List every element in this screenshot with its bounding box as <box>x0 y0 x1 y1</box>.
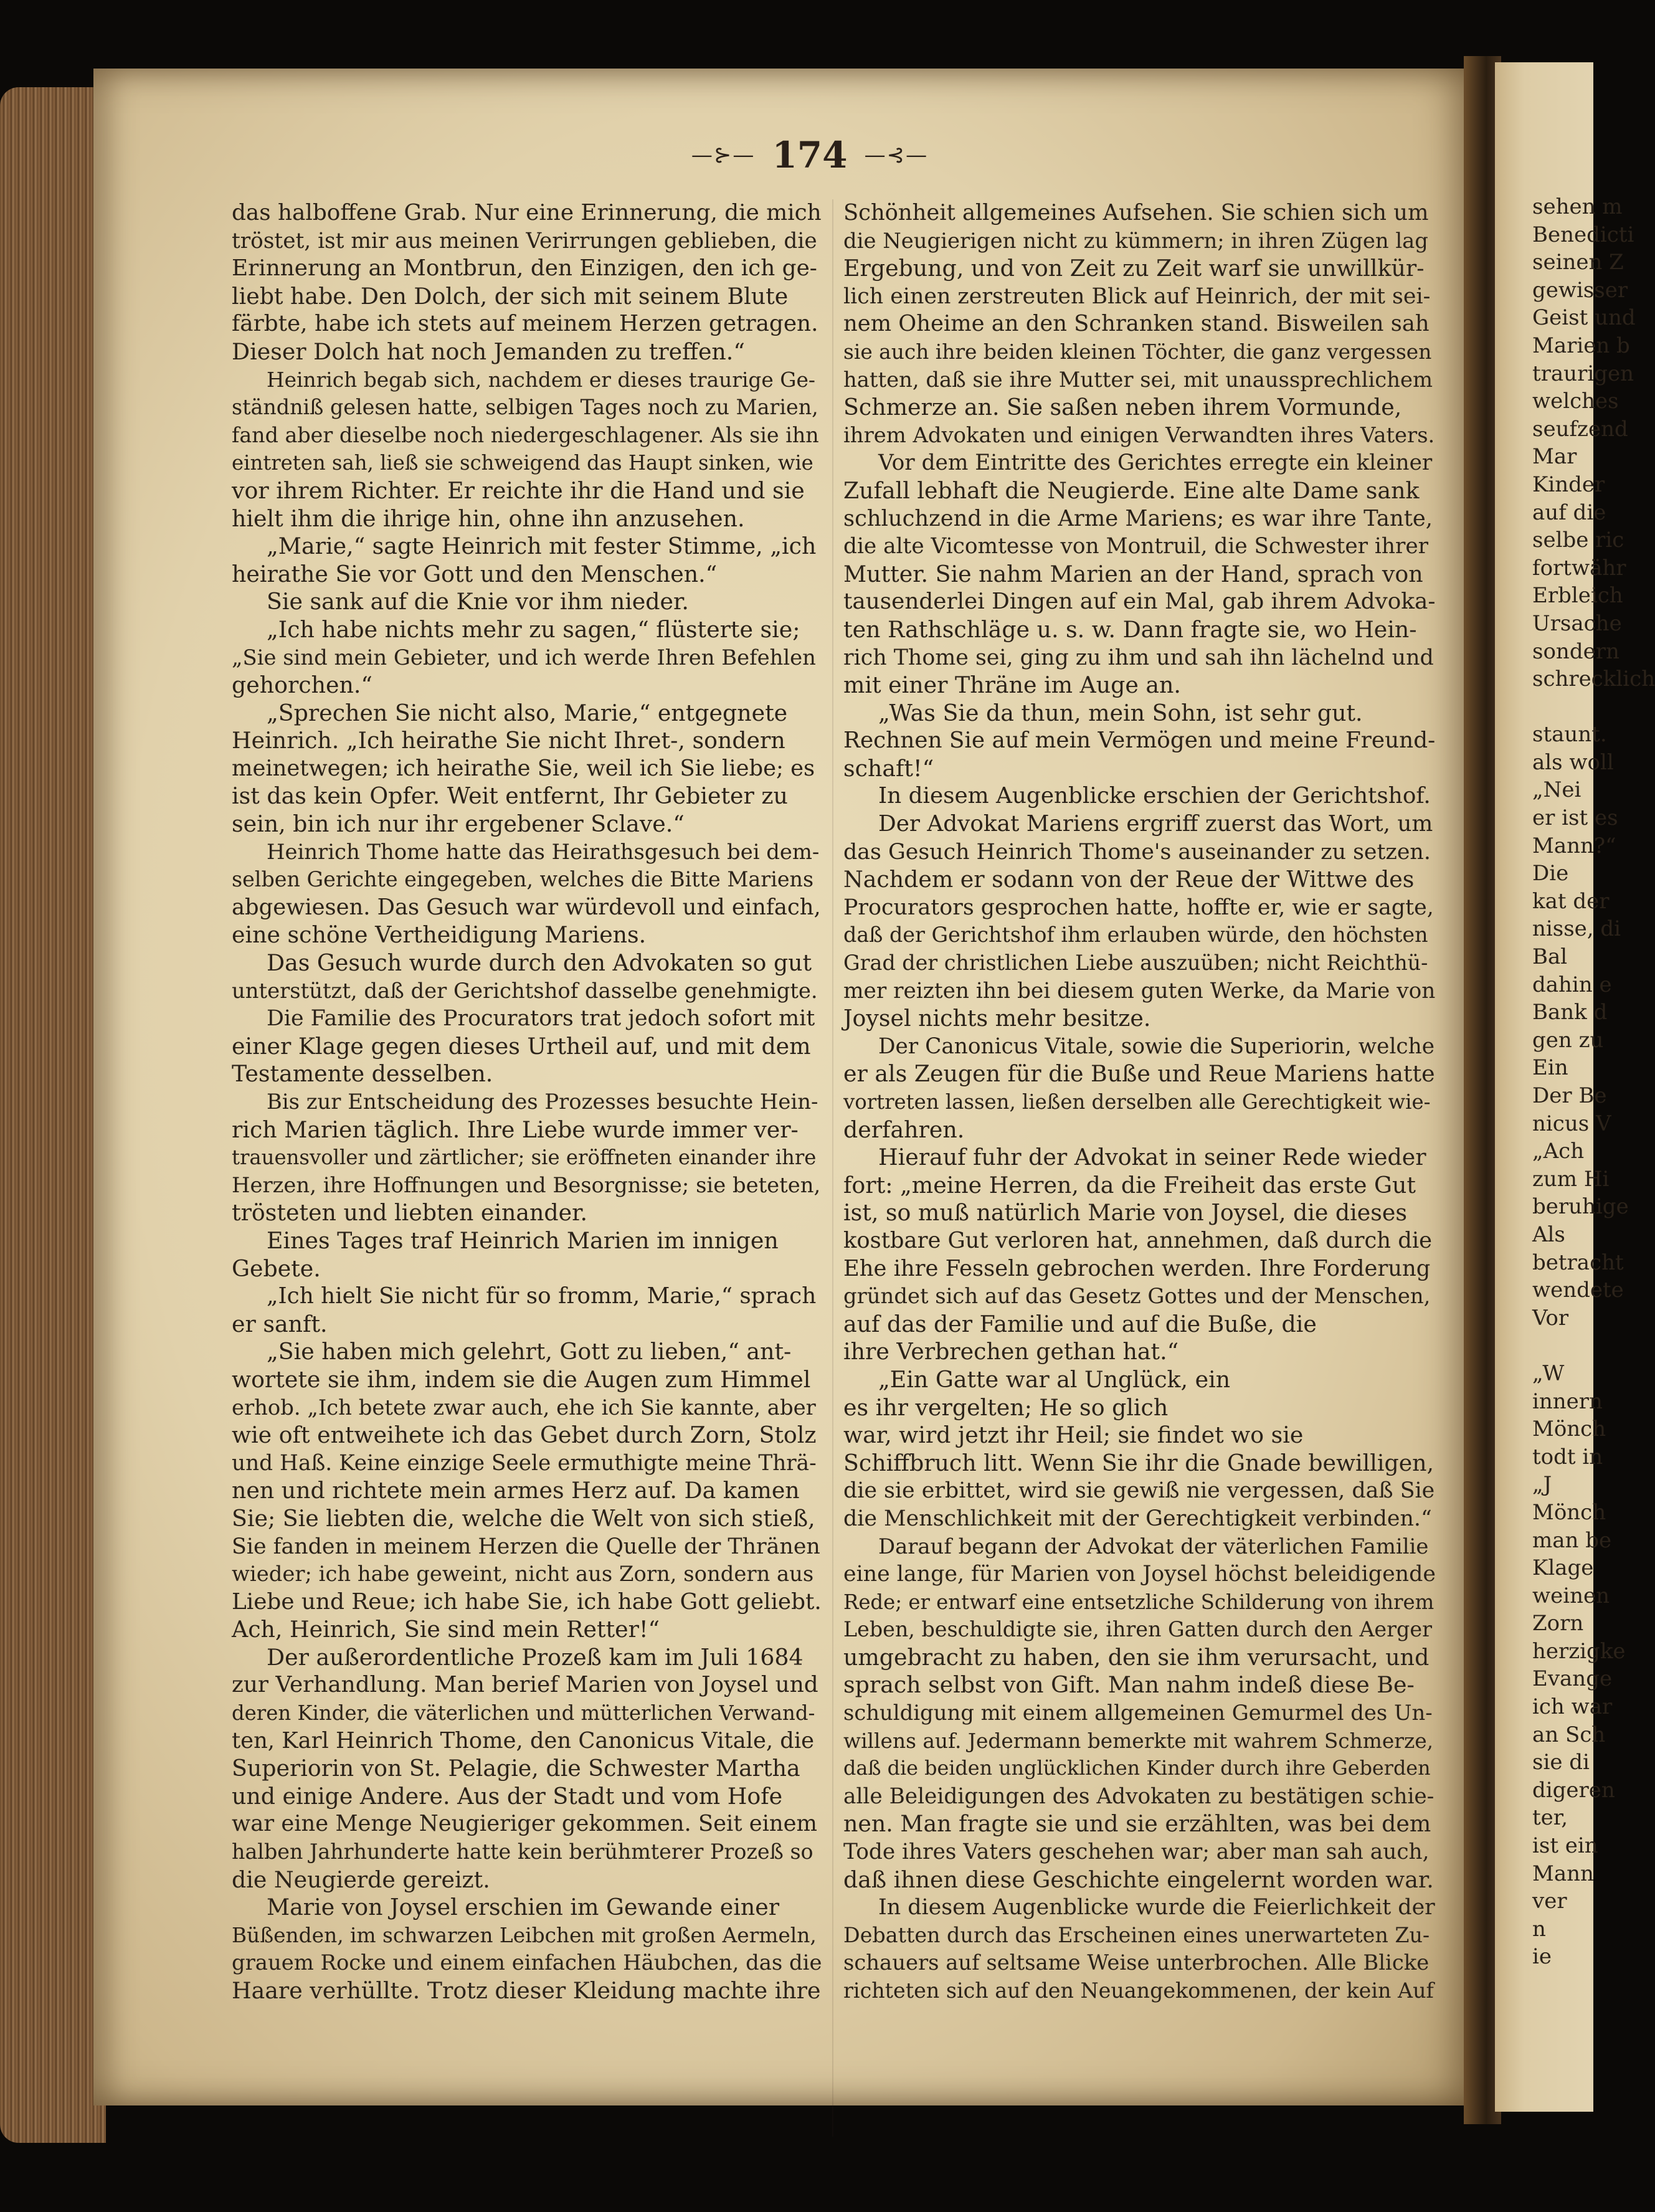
text-line: Schiffbruch litt. Wenn Sie ihr die Gnade bewilligen, <box>843 1449 1434 1476</box>
text-line: „Was Sie da thun, mein Sohn, ist sehr gut. <box>878 699 1363 726</box>
text-line: liebt habe. Den Dolch, der sich mit seinem Blute <box>232 282 789 310</box>
next-page-fragment: dahin e <box>1532 972 1612 997</box>
next-page-fragment: schrecklich <box>1532 667 1655 692</box>
next-page-fragment: Zorn <box>1532 1611 1584 1636</box>
text-line: Hierauf fuhr der Advokat in seiner Rede wieder <box>878 1144 1426 1171</box>
text-line: die Neugierde gereizt. <box>232 1866 490 1893</box>
next-page-fragment: Klage <box>1532 1555 1594 1581</box>
text-line: „Sie haben mich gelehrt, Gott zu lieben,“ ant- <box>267 1338 792 1365</box>
header-ornament-right: —⊰— <box>864 143 929 168</box>
text-line: vor ihrem Richter. Er reichte ihr die Hand und sie <box>232 477 805 504</box>
text-line: zur Verhandlung. Man berief Marien von Joysel und <box>232 1672 818 1698</box>
text-line: tröstet, ist mir aus meinen Verirrungen geblieben, die <box>232 228 817 254</box>
next-page-fragment: n <box>1532 1916 1546 1942</box>
text-line: ten Rathschläge u. s. w. Dann fragte sie, wo Hein- <box>843 615 1417 643</box>
next-page-fragment <box>1532 1332 1655 1360</box>
text-line: sie auch ihre beiden kleinen Töchter, die ganz vergessen <box>843 339 1432 364</box>
next-page-fragment: Evange <box>1532 1666 1613 1692</box>
text-line: Darauf begann der Advokat der väterlichen Familie <box>878 1534 1429 1559</box>
text-line: Zufall lebhaft die Neugierde. Eine alte Dame sank <box>843 477 1420 504</box>
text-line: die Menschlichkeit mit der Gerechtigkeit verbinden.“ <box>843 1506 1432 1531</box>
text-line: gründet sich auf das Gesetz Gottes und der Menschen, <box>843 1284 1431 1309</box>
next-page-fragment: „Ach <box>1532 1139 1585 1164</box>
next-page-fragment: Der Be <box>1532 1083 1607 1108</box>
text-line: ist das kein Opfer. Weit entfernt, Ihr Gebieter zu <box>232 782 788 810</box>
text-line: schuldigung mit einem allgemeinen Gemurmel des Un- <box>843 1701 1433 1725</box>
next-page-fragment: gewisser <box>1532 277 1628 303</box>
text-line: nen und richtete mein armes Herz auf. Da kamen <box>232 1477 800 1504</box>
text-line: Superiorin von St. Pelagie, die Schwester Martha <box>232 1755 800 1782</box>
next-page-fragment: Vor <box>1532 1305 1569 1331</box>
text-line: Büßenden, im schwarzen Leibchen mit großen Aermeln, <box>232 1923 817 1947</box>
page-number: 174 <box>772 134 848 176</box>
next-page-fragment: wendete <box>1532 1278 1624 1303</box>
text-line: Ach, Heinrich, Sie sind mein Retter!“ <box>232 1616 660 1643</box>
next-page-fragment: „J <box>1532 1472 1552 1498</box>
next-page-fragment: sehen m <box>1532 194 1623 219</box>
text-line: „Marie,“ sagte Heinrich mit fester Stimme, „ich <box>267 533 817 560</box>
next-page-fragment: Die <box>1532 861 1569 886</box>
text-line: Dieser Dolch hat noch Jemanden zu treffen.“ <box>232 338 745 365</box>
text-line: auf das der Familie und auf die Buße, die <box>843 1310 1317 1337</box>
text-line: nen. Man fragte sie und sie erzählten, was bei dem <box>843 1810 1431 1838</box>
text-line: Rechnen Sie auf mein Vermögen und meine Freund- <box>843 728 1436 754</box>
header-ornament-left: —⊱— <box>691 143 756 168</box>
next-page-fragment: Benedicti <box>1532 222 1634 247</box>
text-line: Nachdem er sodann von der Reue der Wittwe des <box>843 866 1415 893</box>
text-line: Die Familie des Procurators trat jedoch sofort mit <box>267 1006 815 1032</box>
next-page-fragment: „W <box>1532 1360 1565 1386</box>
text-line: Das Gesuch wurde durch den Advokaten so gut <box>267 949 812 977</box>
text-line: „Sie sind mein Gebieter, und ich werde Ihren Befehlen <box>232 645 816 670</box>
text-line: unterstützt, daß der Gerichtshof dasselbe genehmigte. <box>232 978 818 1003</box>
text-line: daß die beiden unglücklichen Kinder durch ihre Geberden <box>843 1757 1431 1780</box>
text-line: abgewiesen. Das Gesuch war würdevoll und einfach, <box>232 894 821 920</box>
text-line: ist, so muß natürlich Marie von Joysel, die dieses <box>843 1199 1407 1227</box>
text-line: In diesem Augenblicke erschien der Gerichtshof. <box>878 783 1431 809</box>
next-page-fragment: an Sch <box>1532 1722 1606 1747</box>
text-line: lich einen zerstreuten Blick auf Heinrich, der mit sei- <box>843 283 1431 309</box>
text-line: wortete sie ihm, indem sie die Augen zum Himmel <box>232 1365 811 1393</box>
text-line: „Ich habe nichts mehr zu sagen,“ flüsterte sie; <box>267 615 800 643</box>
text-line: Sie sank auf die Knie vor ihm nieder. <box>267 588 689 615</box>
book-page-edges <box>0 87 106 2143</box>
next-page-fragment: innern <box>1532 1388 1603 1414</box>
next-page-fragment: betracht <box>1532 1250 1624 1275</box>
text-line: mer reizten ihn bei diesem guten Werke, da Marie von <box>843 978 1436 1004</box>
text-line: hatten, daß sie ihre Mutter sei, mit unaussprechlichem <box>843 367 1433 392</box>
column-divider <box>832 199 833 2137</box>
text-line: selben Gerichte eingegeben, welches die Bitte Mariens <box>232 867 814 892</box>
text-line: erhob. „Ich betete zwar auch, ehe ich Sie kannte, aber <box>232 1395 816 1420</box>
text-line: hielt ihm die ihrige hin, ohne ihn anzusehen. <box>232 505 745 532</box>
left-text-column <box>232 199 821 2005</box>
text-line: nem Oheime an den Schranken stand. Bisweilen sah <box>843 311 1430 337</box>
text-line: „Ich hielt Sie nicht für so fromm, Marie,“ sprach <box>267 1283 817 1309</box>
text-line: Ergebung, und von Zeit zu Zeit warf sie unwillkür- <box>843 255 1425 282</box>
text-line: Mutter. Sie nahm Marien an der Hand, sprach von <box>843 560 1423 587</box>
text-line: fort: „meine Herren, da die Freiheit das erste Gut <box>843 1171 1416 1199</box>
text-line: grauem Rocke und einem einfachen Häubchen, das die <box>232 1950 822 1975</box>
text-line: Sie; Sie liebten die, welche die Welt von sich stieß, <box>232 1504 815 1532</box>
text-line: tausenderlei Dingen auf ein Mal, gab ihrem Advoka- <box>843 589 1436 615</box>
text-line: mit einer Thräne im Auge an. <box>843 672 1181 699</box>
text-line: es ihr vergelten; He so glich <box>843 1393 1169 1421</box>
text-line: und Haß. Keine einzige Seele ermuthigte meine Thrä- <box>232 1450 817 1476</box>
next-page-column <box>1532 193 1655 1971</box>
text-line: heirathe Sie vor Gott und den Menschen.“ <box>232 560 718 587</box>
next-page-fragment: todt in <box>1532 1444 1603 1469</box>
text-line: meinetwegen; ich heirathe Sie, weil ich Sie liebe; es <box>232 755 815 781</box>
text-line: sprach selbst von Gift. Man nahm indeß diese Be- <box>843 1671 1415 1699</box>
next-page-fragment: Als <box>1532 1222 1565 1247</box>
text-line: die sie erbittet, wird sie gewiß nie vergessen, daß Sie <box>843 1478 1435 1504</box>
text-line: die alte Vicomtesse von Montruil, die Schwester ihrer <box>843 534 1429 559</box>
next-page-fragment: Mann <box>1532 1861 1594 1886</box>
right-text-column <box>843 199 1435 2005</box>
next-page-fragment: zum Hi <box>1532 1166 1610 1192</box>
next-page-fragment: er ist es <box>1532 805 1618 831</box>
next-page-fragment: man be <box>1532 1527 1612 1553</box>
text-line: ten, Karl Heinrich Thome, den Canonicus Vitale, die <box>232 1727 815 1754</box>
text-line: und einige Andere. Aus der Stadt und vom Hofe <box>232 1782 783 1810</box>
next-page-fragment: Mar <box>1532 444 1577 470</box>
text-line: Procurators gesprochen hatte, hoffte er, wie er sagte, <box>843 895 1434 920</box>
text-line: eintreten sah, ließ sie schweigend das Haupt sinken, wie <box>232 451 813 475</box>
next-page-fragment: Ursache <box>1532 610 1622 636</box>
next-page-fragment: Bal <box>1532 944 1568 970</box>
text-line: Liebe und Reue; ich habe Sie, ich habe Gott geliebt. <box>232 1588 822 1615</box>
text-line: Bis zur Entscheidung des Prozesses besuchte Hein- <box>267 1089 818 1114</box>
text-line: Heinrich Thome hatte das Heirathsgesuch bei dem- <box>267 839 820 864</box>
text-line: ihrem Advokaten und einigen Verwandten ihres Vaters. <box>843 422 1435 447</box>
next-page-fragment: „Nei <box>1532 777 1581 803</box>
text-line: war eine Menge Neugieriger gekommen. Seit einem <box>232 1811 818 1837</box>
next-page-fragment: beruhige <box>1532 1194 1629 1220</box>
next-page-fragment: ver <box>1532 1889 1567 1914</box>
next-page-fragment: Mann?“ <box>1532 833 1616 858</box>
text-line: umgebracht zu haben, den sie ihm verursacht, und <box>843 1643 1430 1671</box>
next-page-fragment: Geist und <box>1532 305 1636 331</box>
next-page-fragment: Mönch <box>1532 1499 1606 1525</box>
text-line: Grad der christlichen Liebe auszuüben; nicht Reichthü- <box>843 951 1428 975</box>
text-line: Vor dem Eintritte des Gerichtes erregte ein kleiner <box>878 450 1433 476</box>
text-line: richteten sich auf den Neuangekommenen, der kein Auf <box>843 1978 1434 2003</box>
text-line: Debatten durch das Erscheinen eines unerwarteten Zu- <box>843 1922 1430 1947</box>
text-line: rich Marien täglich. Ihre Liebe wurde immer ver- <box>232 1116 799 1143</box>
text-line: Gebete. <box>232 1255 321 1282</box>
text-line: Schmerze an. Sie saßen neben ihrem Vormunde, <box>843 394 1402 421</box>
text-line: färbte, habe ich stets auf meinem Herzen getragen. <box>232 311 818 337</box>
text-line: Sie fanden in meinem Herzen die Quelle der Thränen <box>232 1534 820 1559</box>
text-line: In diesem Augenblicke wurde die Feierlichkeit der <box>878 1895 1435 1920</box>
text-line: Eines Tages traf Heinrich Marien im innigen <box>267 1227 779 1254</box>
next-page-fragment: gen zu <box>1532 1027 1604 1053</box>
text-line: deren Kinder, die väterlichen und mütterlichen Verwand- <box>232 1701 815 1725</box>
next-page-fragment: nisse, di <box>1532 916 1621 942</box>
text-line: trösteten und liebten einander. <box>232 1199 588 1227</box>
next-page-fragment: traurigen <box>1532 361 1634 386</box>
text-line: „Sprechen Sie nicht also, Marie,“ entgegnete <box>267 699 788 726</box>
text-line: ihre Verbrechen gethan hat.“ <box>843 1338 1179 1365</box>
text-line: Ehe ihre Fesseln gebrochen werden. Ihre Forderung <box>843 1255 1431 1281</box>
next-page-fragment: kat der <box>1532 888 1610 914</box>
text-line: Heinrich. „Ich heirathe Sie nicht Ihret-, sondern <box>232 727 785 754</box>
next-page-fragment <box>1532 693 1655 721</box>
text-line: „Ein Gatte war al Unglück, ein <box>878 1365 1231 1393</box>
text-line: gehorchen.“ <box>232 672 372 699</box>
text-line: Heinrich begab sich, nachdem er dieses traurige Ge- <box>267 368 815 392</box>
text-line: Leben, beschuldigte sie, ihren Gatten durch den Aerger <box>843 1617 1432 1642</box>
text-line: Der Advokat Mariens ergriff zuerst das Wort, um <box>878 811 1433 837</box>
text-line: einer Klage gegen dieses Urtheil auf, und mit dem <box>232 1032 811 1060</box>
text-line: schauers auf seltsame Weise unterbrochen. Alle Blicke <box>843 1950 1430 1975</box>
next-page-fragment: sie di <box>1532 1750 1590 1775</box>
text-line: Der außerordentliche Prozeß kam im Juli 1684 <box>267 1643 804 1671</box>
next-page-fragment: Erbleich <box>1532 583 1623 609</box>
next-page-fragment: fortwähr <box>1532 555 1626 581</box>
next-page-fragment: Marien b <box>1532 333 1630 358</box>
text-line: wieder; ich habe geweint, nicht aus Zorn, sondern aus <box>232 1562 814 1587</box>
next-page-fragment: Ein <box>1532 1055 1568 1081</box>
text-line: er sanft. <box>232 1310 328 1337</box>
next-page-fragment: nicus V <box>1532 1111 1611 1136</box>
text-line: Erinnerung an Montbrun, den Einzigen, den ich ge- <box>232 255 817 282</box>
next-page-fragment: ich war <box>1532 1694 1613 1720</box>
text-line: Testamente desselben. <box>232 1060 493 1088</box>
text-line: trauensvoller und zärtlicher; sie eröffneten einander ihre <box>232 1146 817 1170</box>
text-line: Joysel nichts mehr besitze. <box>843 1005 1151 1032</box>
next-page-fragment: seinen Z <box>1532 250 1624 275</box>
next-page-fragment: weinen <box>1532 1583 1610 1608</box>
next-page-fragment: welches <box>1532 389 1619 414</box>
text-line: schaft!“ <box>843 754 934 782</box>
text-line: rich Thome sei, ging zu ihm und sah ihn lächelnd und <box>843 645 1434 670</box>
text-line: ständniß gelesen hatte, selbigen Tages noch zu Marien, <box>232 395 818 420</box>
page-header <box>654 134 965 176</box>
text-line: das halboffene Grab. Nur eine Erinnerung, die mich <box>232 200 822 225</box>
text-line: sein, bin ich nur ihr ergebener Sclave.“ <box>232 810 685 838</box>
text-line: schluchzend in die Arme Mariens; es war ihre Tante, <box>843 505 1433 531</box>
text-line: eine schöne Vertheidigung Mariens. <box>232 921 647 949</box>
text-line: eine lange, für Marien von Joysel höchst beleidigende <box>843 1562 1436 1587</box>
text-line: daß der Gerichtshof ihm erlauben würde, den höchsten <box>843 923 1428 947</box>
next-page-fragment: ie <box>1532 1944 1552 1970</box>
text-line: Marie von Joysel erschien im Gewande einer <box>267 1894 780 1921</box>
next-page-fragment: Bank d <box>1532 1000 1608 1025</box>
text-line: halben Jahrhunderte hatte kein berühmterer Prozeß so <box>232 1839 813 1864</box>
text-line: Schönheit allgemeines Aufsehen. Sie schien sich um <box>843 200 1429 225</box>
text-line: kostbare Gut verloren hat, annehmen, daß durch die <box>843 1227 1433 1253</box>
text-line: alle Beleidigungen des Advokaten zu bestätigen schie- <box>843 1783 1434 1809</box>
text-line: wie oft entweihete ich das Gebet durch Zorn, Stolz <box>232 1422 817 1449</box>
next-page-fragment: herzigke <box>1532 1638 1626 1664</box>
next-page-fragment: digeren <box>1532 1777 1615 1803</box>
text-line: daß ihnen diese Geschichte eingelernt worden war. <box>843 1866 1434 1893</box>
next-page-fragment: auf die <box>1532 500 1606 525</box>
next-page-fragment: staunt. <box>1532 722 1607 748</box>
next-page-fragment: selbe ric <box>1532 528 1624 553</box>
text-line: war, wird jetzt ihr Heil; sie findet wo sie <box>843 1422 1304 1449</box>
next-page-fragment: ist ein <box>1532 1833 1598 1859</box>
text-line: vortreten lassen, ließen derselben alle Gerechtigkeit wie- <box>843 1090 1431 1114</box>
text-line: willens auf. Jedermann bemerkte mit wahrem Schmerze, <box>843 1729 1434 1753</box>
text-line: Haare verhüllte. Trotz dieser Kleidung machte ihre <box>232 1977 821 2004</box>
text-line: Der Canonicus Vitale, sowie die Superiorin, welche <box>878 1033 1435 1059</box>
text-line: derfahren. <box>843 1116 965 1143</box>
next-page-fragment: als woll <box>1532 749 1614 775</box>
text-line: Tode ihres Vaters geschehen war; aber man sah auch, <box>843 1839 1430 1865</box>
text-line: er als Zeugen für die Buße und Reue Mariens hatte <box>843 1060 1435 1088</box>
text-line: Rede; er entwarf eine entsetzliche Schilderung von ihrem <box>843 1590 1434 1614</box>
next-page-fragment: Kinder <box>1532 472 1605 497</box>
next-page-fragment: sondern <box>1532 638 1619 664</box>
text-line: Herzen, ihre Hoffnungen und Besorgnisse; sie beteten, <box>232 1172 821 1197</box>
text-line: fand aber dieselbe noch niedergeschlagener. Als sie ihn <box>232 422 819 447</box>
next-page-sliver <box>1495 62 1655 2112</box>
next-page-fragment: Mönch <box>1532 1417 1606 1442</box>
text-line: die Neugierigen nicht zu kümmern; in ihren Zügen lag <box>843 228 1428 253</box>
next-page-fragment: ter, <box>1532 1805 1568 1831</box>
text-line: das Gesuch Heinrich Thome's auseinander zu setzen. <box>843 839 1431 865</box>
next-page-fragment: seufzend <box>1532 416 1628 442</box>
